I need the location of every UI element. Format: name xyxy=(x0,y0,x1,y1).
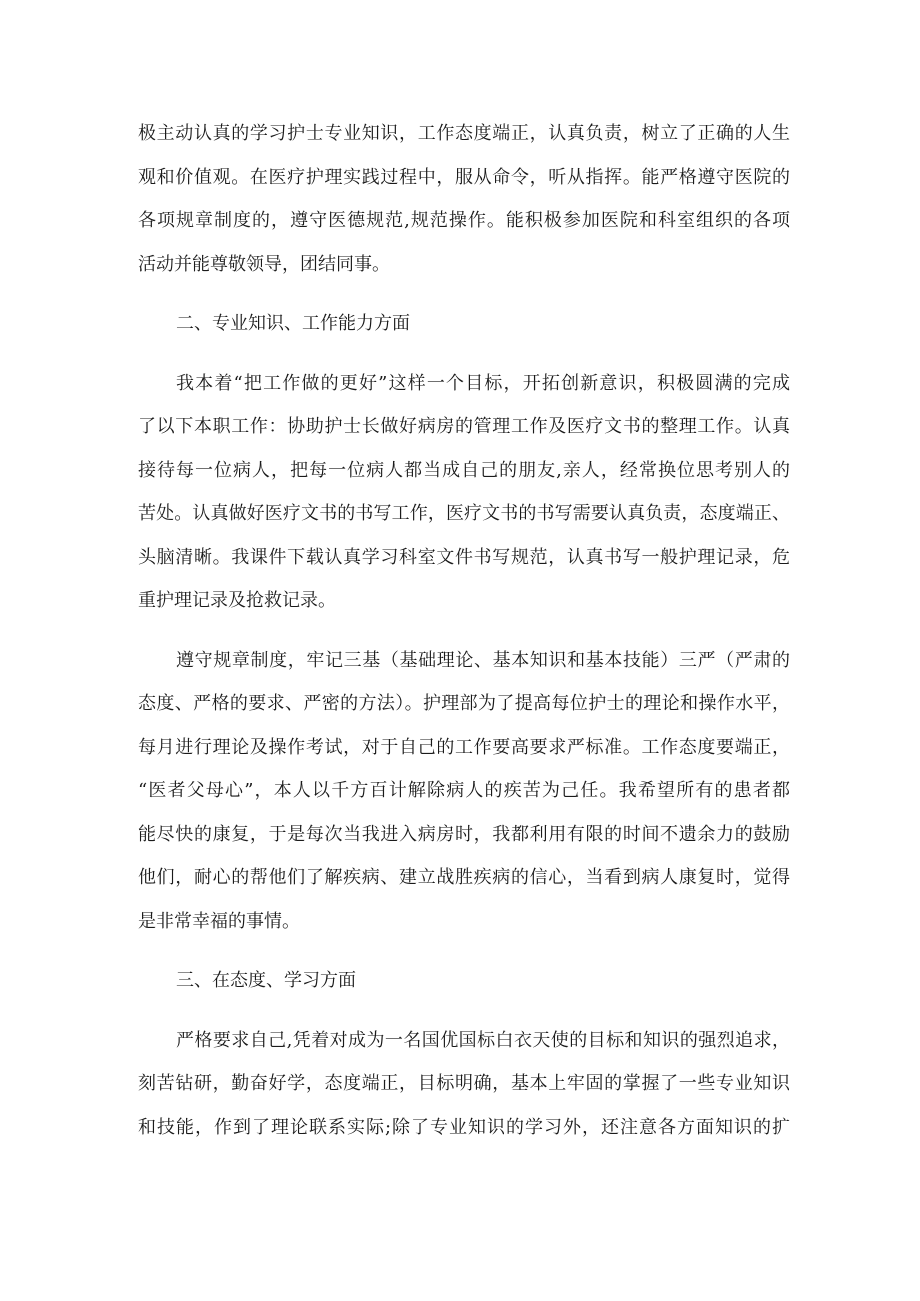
text-line: 头脑清晰。我课件下载认真学习科室文件书写规范，认真书写一般护理记录，危 xyxy=(138,546,790,568)
text-line: 和技能，作到了理论联系实际;除了专业知识的学习外，还注意各方面知识的扩 xyxy=(138,1116,790,1138)
text-line: “医者父母心”，本人以千方百计解除病人的疾苦为己任。我希望所有的患者都 xyxy=(138,780,790,801)
body-paragraph xyxy=(138,112,790,286)
text-line: 能尽快的康复，于是每次当我进入病房时，我都利用有限的时间不遗余力的鼓励 xyxy=(138,823,790,845)
text-line: 苦处。认真做好医疗文书的书写工作，医疗文书的书写需要认真负责，态度端正、 xyxy=(138,503,790,524)
text-line: 二、专业知识、工作能力方面 xyxy=(176,313,410,334)
text-line: 他们，耐心的帮他们了解疾病、建立战胜疾病的信心，当看到病人康复时，觉得 xyxy=(138,867,790,888)
section-heading xyxy=(138,959,790,1003)
text-line: 我本着“把工作做的更好”这样一个目标，开拓创新意识，积极圆满的完成 xyxy=(176,372,790,394)
text-line: 态度、严格的要求、严密的方法）。护理部为了提高每位护士的理论和操作水平， xyxy=(138,693,790,714)
body-paragraph xyxy=(138,1019,790,1150)
text-line: 每月进行理论及操作考试，对于自己的工作要高要求严标准。工作态度要端正， xyxy=(138,736,790,758)
text-line: 遵守规章制度，牢记三基（基础理论、基本知识和基本技能）三严（严肃的 xyxy=(176,649,790,671)
text-line: 三、在态度、学习方面 xyxy=(176,970,356,991)
body-paragraph xyxy=(138,362,790,623)
text-line: 观和价值观。在医疗护理实践过程中，服从命令，听从指挥。能严格遵守医院的 xyxy=(138,166,790,188)
text-line: 极主动认真的学习护士专业知识，工作态度端正，认真负责，树立了正确的人生 xyxy=(138,123,790,144)
body-paragraph xyxy=(138,639,790,944)
document-body xyxy=(138,112,790,1165)
text-line: 各项规章制度的，遵守医德规范,规范操作。能积极参加医院和科室组织的各项 xyxy=(138,210,790,231)
text-line: 活动并能尊敬领导，团结同事。 xyxy=(138,253,390,275)
text-line: 刻苦钻研，勤奋好学，态度端正，目标明确，基本上牢固的掌握了一些专业知识 xyxy=(138,1073,790,1094)
text-line: 了以下本职工作：协助护士长做好病房的管理工作及医疗文书的整理工作。认真 xyxy=(138,416,790,437)
text-line: 严格要求自己,凭着对成为一名国优国标白衣天使的目标和知识的强烈追求， xyxy=(176,1029,790,1051)
text-line: 接待每一位病人，把每一位病人都当成自己的朋友,亲人，经常换位思考别人的 xyxy=(138,459,790,481)
section-heading xyxy=(138,302,790,346)
text-line: 重护理记录及抢救记录。 xyxy=(138,590,336,611)
text-line: 是非常幸福的事情。 xyxy=(138,910,300,932)
